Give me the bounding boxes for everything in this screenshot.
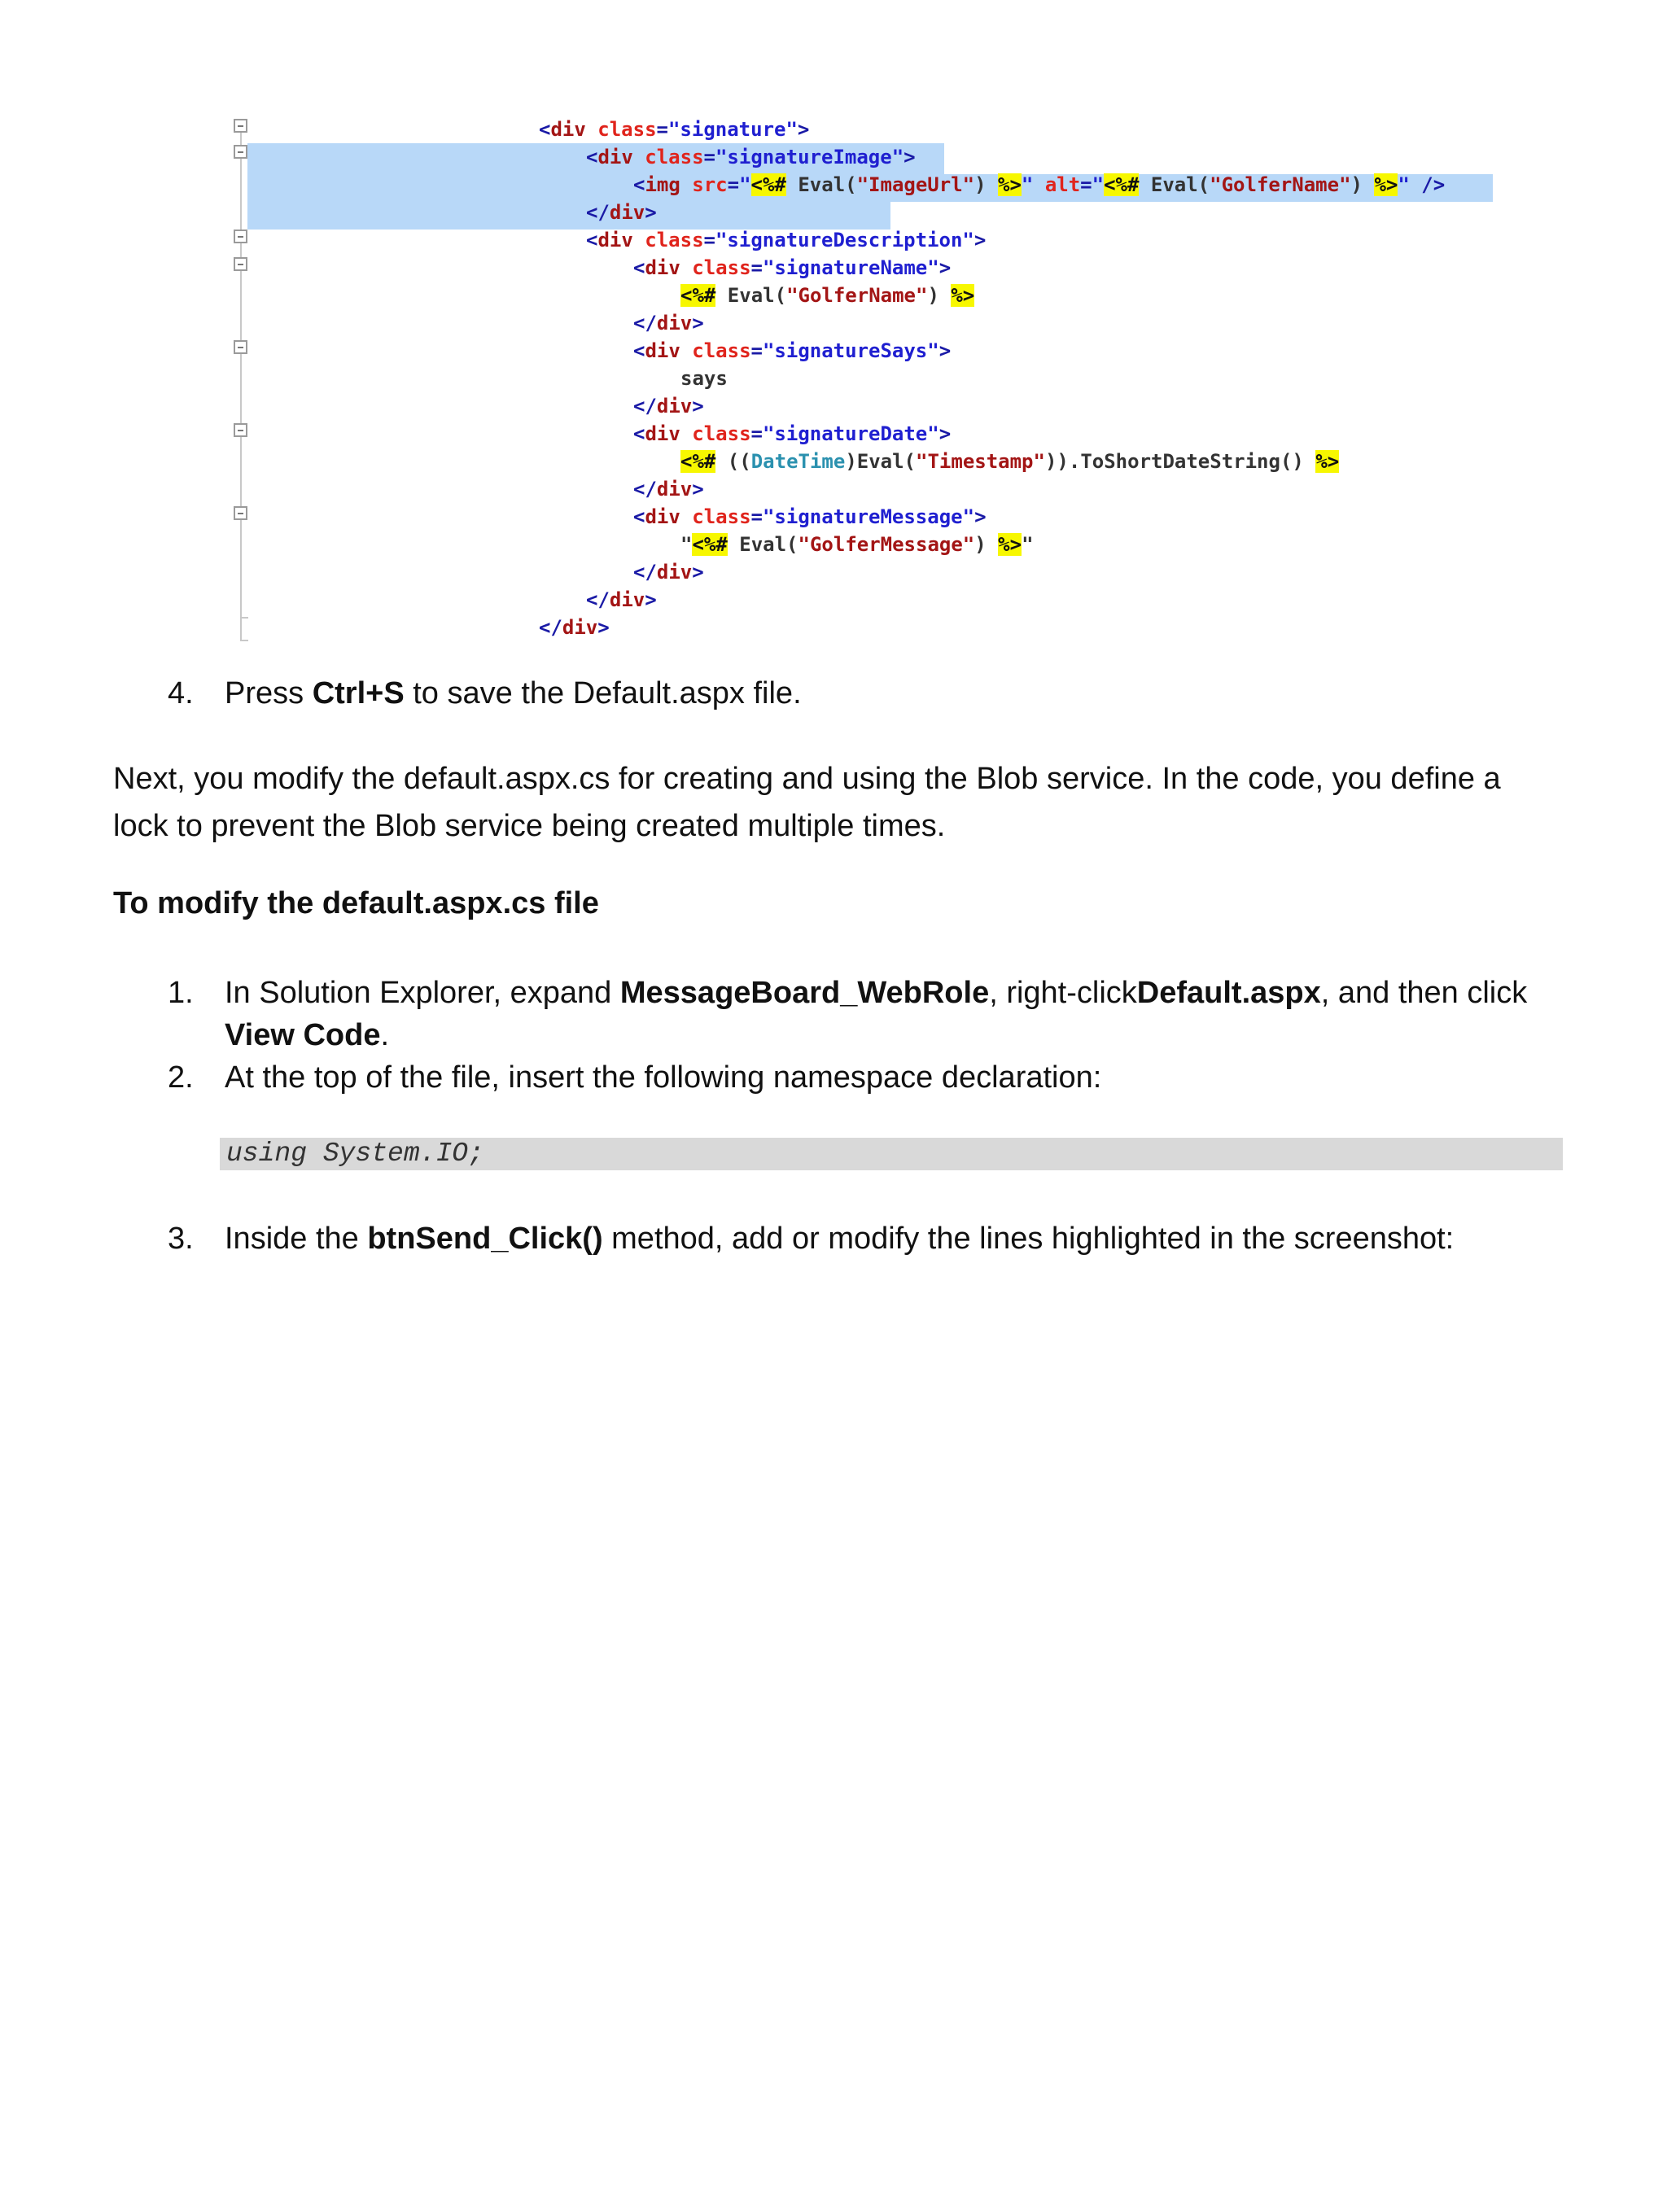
collapse-icon[interactable] xyxy=(234,230,247,243)
selection-highlight xyxy=(247,202,890,230)
paragraph-line: Next, you modify the default.aspx.cs for creating and using the Blob service. In the code, you define a xyxy=(113,762,1501,796)
list-item xyxy=(225,672,802,715)
method-name: btnSend_Click() xyxy=(367,1222,603,1256)
paragraph-line: lock to prevent the Blob service being created multiple times. xyxy=(113,809,946,843)
collapse-icon[interactable] xyxy=(234,423,247,437)
code-line: <img src="<%# Eval("ImageUrl") %>" alt="<%# Eval("GolferName") %>" /> xyxy=(633,173,1446,196)
code-snippet: using System.IO; xyxy=(220,1138,1563,1170)
code-line: </div> xyxy=(633,395,704,417)
list-number: 4. xyxy=(168,676,194,710)
list-item-continuation xyxy=(225,1014,389,1056)
code-line: <div class="signatureSays"> xyxy=(633,339,952,362)
outline-gutter xyxy=(240,120,242,641)
code-line: </div> xyxy=(539,616,610,639)
list-item xyxy=(225,972,1527,1014)
list-number: 1. xyxy=(168,976,194,1010)
code-line: <%# Eval("GolferName") %> xyxy=(680,284,975,307)
step-text: Press xyxy=(225,676,313,710)
list-number: 2. xyxy=(168,1060,194,1095)
list-item: At the top of the file, insert the following namespace declaration: xyxy=(225,1060,1102,1095)
step-text: method, add or modify the lines highlighted in the screenshot: xyxy=(602,1222,1455,1256)
ui-term: Default.aspx xyxy=(1136,976,1321,1010)
collapse-icon[interactable] xyxy=(234,145,247,159)
step-text: Inside the xyxy=(225,1222,368,1256)
step-text: In Solution Explorer, expand xyxy=(225,976,620,1010)
code-line: <div class="signature"> xyxy=(539,118,810,141)
code-line: </div> xyxy=(633,312,704,334)
step-text: , right-click xyxy=(989,976,1137,1010)
code-screenshot xyxy=(225,112,1503,646)
code-line: <%# ((DateTime)Eval("Timestamp")).ToShortDateString() %> xyxy=(680,450,1340,473)
list-number: 3. xyxy=(168,1222,194,1256)
outline-end-tick xyxy=(240,617,248,619)
list-item xyxy=(225,1217,1454,1260)
ui-term: View Code xyxy=(225,1018,381,1052)
section-heading: To modify the default.aspx.cs file xyxy=(113,886,599,920)
code-line: <div class="signatureName"> xyxy=(633,256,952,279)
step-text: . xyxy=(380,1018,390,1052)
ui-term: MessageBoard_WebRole xyxy=(619,976,990,1010)
code-line: </div> xyxy=(586,588,657,611)
code-line: says xyxy=(680,367,728,390)
code-line: "<%# Eval("GolferMessage") %>" xyxy=(680,533,1034,556)
code-line: </div> xyxy=(633,561,704,584)
collapse-icon[interactable] xyxy=(234,119,247,133)
collapse-icon[interactable] xyxy=(234,506,247,520)
code-line: </div> xyxy=(586,201,657,224)
step-text: to save the Default.aspx file. xyxy=(404,676,802,710)
collapse-icon[interactable] xyxy=(234,257,247,271)
step-text: , and then click xyxy=(1320,976,1528,1010)
code-line: <div class="signatureDescription"> xyxy=(586,229,987,251)
code-line: <div class="signatureMessage"> xyxy=(633,505,987,528)
code-line: <div class="signatureImage"> xyxy=(586,146,916,168)
code-line: <div class="signatureDate"> xyxy=(633,422,952,445)
outline-end-tick xyxy=(240,640,248,641)
code-line: </div> xyxy=(633,478,704,501)
keyboard-shortcut: Ctrl+S xyxy=(312,676,405,710)
collapse-icon[interactable] xyxy=(234,340,247,354)
